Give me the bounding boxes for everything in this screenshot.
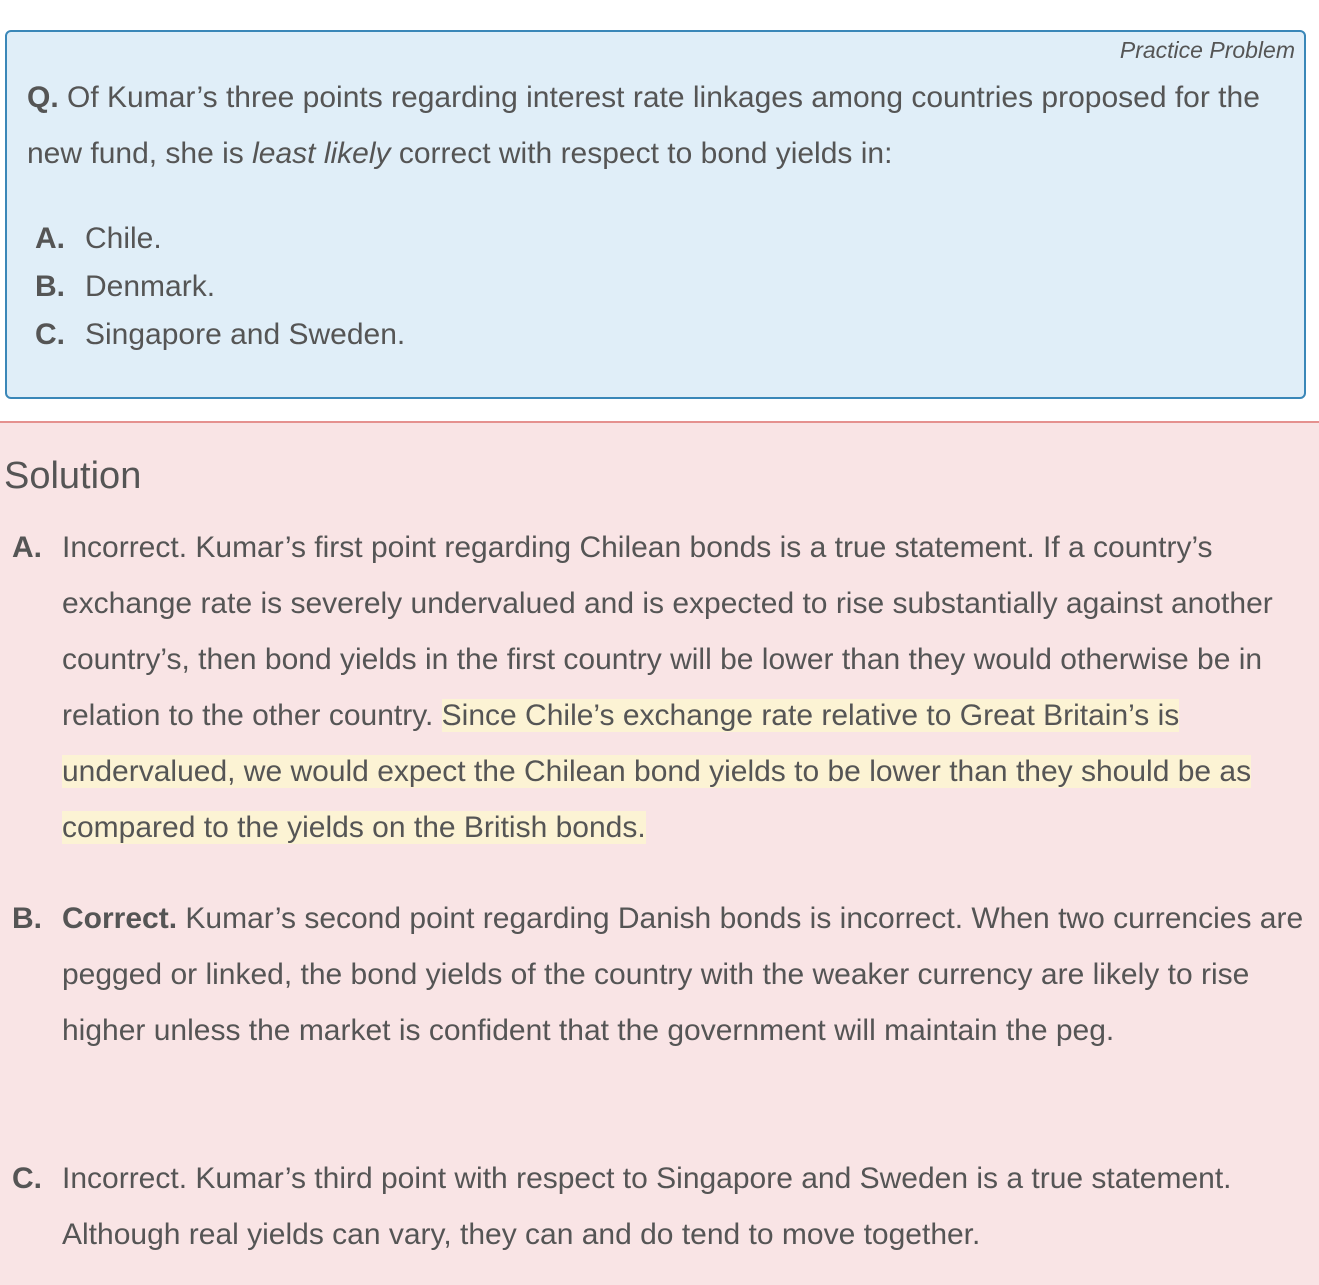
option-c[interactable] (35, 311, 405, 359)
option-letter: A. (35, 222, 65, 255)
solution-letter: C. (12, 1162, 42, 1195)
question-part-1: Of Kumar’s three points regarding interest rate linkages among countries proposed for the new fund, she is (27, 81, 1260, 170)
option-letter: B. (35, 270, 65, 303)
answer-options (35, 215, 405, 359)
option-letter: C. (35, 318, 65, 351)
option-text: Denmark. (85, 270, 216, 303)
option-a[interactable] (35, 215, 405, 263)
solution-text (62, 1151, 1312, 1263)
option-text: Chile. (85, 222, 162, 255)
practice-problem-tag: Practice Problem (1119, 37, 1295, 63)
question-emphasis: least likely (252, 137, 391, 170)
solution-title: Solution (4, 455, 142, 497)
solution-text (62, 891, 1312, 1059)
solution-section (0, 421, 1319, 1285)
solution-letter: A. (12, 531, 42, 564)
practice-problem-box (5, 30, 1306, 399)
correct-label: Correct. (62, 902, 178, 935)
question-prefix: Q. (27, 81, 59, 114)
option-text: Singapore and Sweden. (85, 318, 406, 351)
solution-letter: B. (12, 902, 42, 935)
question-part-2: correct with respect to bond yields in: (390, 137, 893, 170)
option-b[interactable] (35, 263, 405, 311)
highlighted-text: Since Chile’s exchange rate relative to Great Britain’s is undervalued, we would expect the Chilean bond yields to be lower than they should be as compared to the yields on the British bonds. (62, 699, 1252, 844)
solution-c-text: Incorrect. Kumar’s third point with respect to Singapore and Sweden is a true statement. Although real yields can vary, they can and do tend to move together. (62, 1162, 1232, 1251)
solution-b-text: Kumar’s second point regarding Danish bonds is incorrect. When two currencies are pegged or linked, the bond yields of the country with the weaker currency are likely to rise higher unless the market is confident that the government will maintain the peg. (62, 902, 1304, 1047)
solution-text (62, 520, 1312, 856)
solution-a-text: Incorrect. Kumar’s first point regarding Chilean bonds is a true statement. If a country’s exchange rate is severely undervalued and is expected to rise substantially against another country’s, then bond yields in the first country will be lower than they would otherwise be in relation to the other country. (62, 531, 1273, 732)
question-text (27, 70, 1287, 182)
